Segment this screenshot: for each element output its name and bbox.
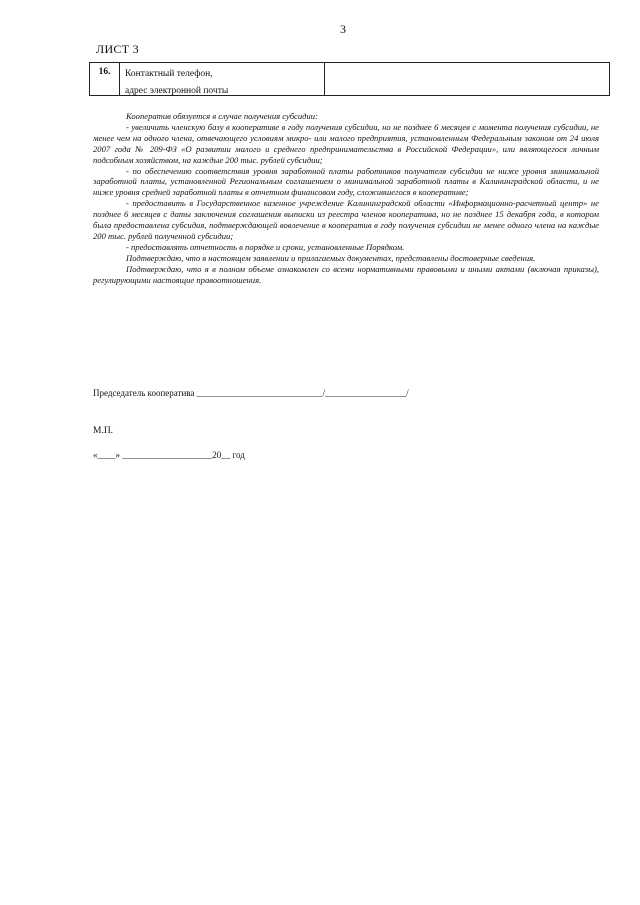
- obligations-intro: Кооператив обязуется в случае получения субсидии:: [126, 111, 318, 121]
- row-label-line2: адрес электронной почты: [125, 86, 229, 96]
- chairman-signature-line: Председатель кооператива ____________________________/__________________/: [93, 388, 409, 398]
- obligations-text: [93, 111, 599, 286]
- sheet-label: ЛИСТ 3: [96, 42, 139, 56]
- obligation-item-1: - увеличить членскую базу в кооперативе в году получения субсидии, но не позднее 6 месяцев с момента получения субсидии, не менее чем на одного члена, отвечающего условиям микро- или малого предприятия, установленным Федеральным законом от 24 июля 2007 года № 209-ФЗ «О развитии малого и среднего предпринимательства в Российской Федерации», или являющегося личным подсобным хозяйством, на каждые 200 тыс. рублей субсидии;: [93, 121, 599, 165]
- date-line: «____» ____________________20__ год: [93, 450, 245, 460]
- contact-table-row: [89, 62, 610, 96]
- page-number: 3: [340, 22, 346, 36]
- row-value-field[interactable]: [325, 63, 609, 95]
- stamp-label: М.П.: [93, 426, 114, 436]
- confirmation-1: Подтверждаю, что в настоящем заявлении и прилагаемых документах, представлены достоверные сведения.: [126, 252, 536, 263]
- obligation-item-2: - по обеспечению соответствия уровня заработной платы работников получателя субсидии не ниже уровня минимальной заработной платы, установленной Региональным соглашением о минимальной заработной платы в Калининградской области, и не ниже уровня средней заработной платы в отчетном финансовом году, сложившегося в кооперативе;: [93, 165, 599, 198]
- obligation-item-4: - предоставлять отчетность в порядке и сроки, установленные Порядком.: [126, 241, 405, 252]
- row-number: 16.: [90, 63, 120, 95]
- confirmation-2: Подтверждаю, что я в полном объеме ознакомлен со всеми нормативными правовыми и иными актами (включая приказы), регулирующими настоящие правоотношения.: [93, 263, 599, 285]
- row-label-line1: Контактный телефон,: [125, 69, 213, 79]
- row-label: [120, 63, 325, 95]
- obligation-item-3: - предоставить в Государственное казенное учреждение Калининградской области «Информационно-расчетный центр» не позднее 6 месяцев с даты заключения соглашения выписки из реестра членов кооператива, но не позднее 15 декабря года, в котором была предоставлена субсидия, подтверждающей вовлечение в кооператив в году получения субсидии не менее одного члена на каждые 200 тыс. рублей полученной субсидии;: [93, 198, 599, 241]
